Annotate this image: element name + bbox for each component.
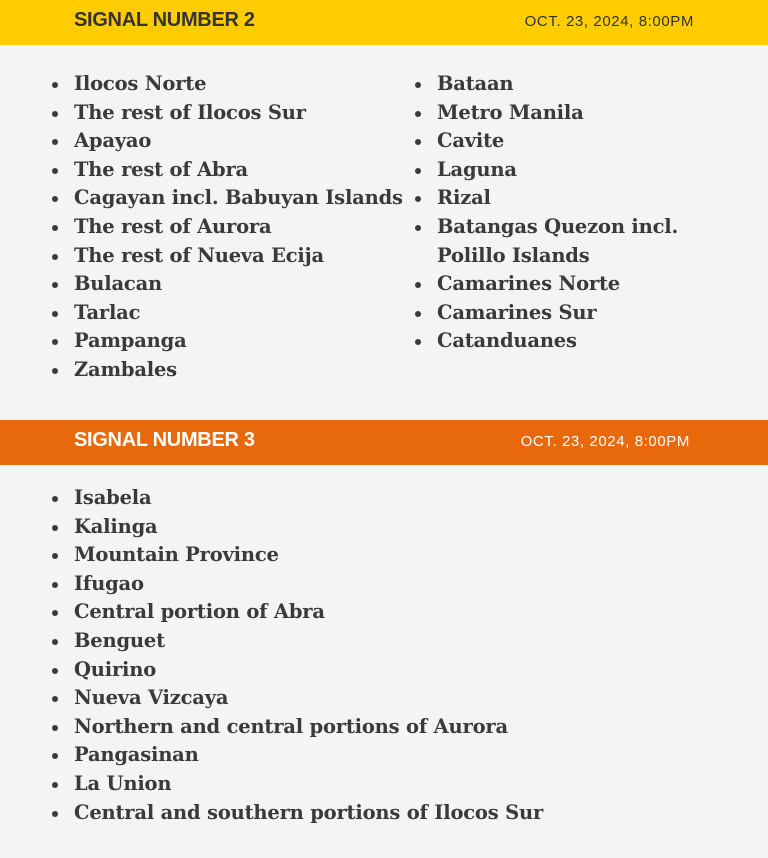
list-item: Bataan xyxy=(415,70,745,99)
list-item: Isabela xyxy=(52,484,543,513)
list-item: Tarlac xyxy=(52,299,403,328)
list-item: Ilocos Norte xyxy=(52,70,403,99)
signal-3-date: OCT. 23, 2024, 8:00PM xyxy=(520,433,690,450)
signal-2-header xyxy=(0,0,768,45)
list-item: Bulacan xyxy=(52,270,403,299)
list-item: The rest of Nueva Ecija xyxy=(52,242,403,271)
list-item: The rest of Ilocos Sur xyxy=(52,99,403,128)
list-item: Kalinga xyxy=(52,513,543,542)
list-item: Ifugao xyxy=(52,570,543,599)
list-item: Zambales xyxy=(52,356,403,385)
list-item: Laguna xyxy=(415,156,745,185)
list-item: Cavite xyxy=(415,127,745,156)
list-item: Mountain Province xyxy=(52,541,543,570)
list-item: Camarines Sur xyxy=(415,299,745,328)
list-item: Pampanga xyxy=(52,327,403,356)
list-item: Camarines Norte xyxy=(415,270,745,299)
list-item: Catanduanes xyxy=(415,327,745,356)
signal-3-list xyxy=(52,484,543,827)
list-item: Apayao xyxy=(52,127,403,156)
list-item: La Union xyxy=(52,770,543,799)
signal-2-list-col2 xyxy=(415,70,745,356)
signal-2-list-col1 xyxy=(52,70,403,385)
list-item: Quirino xyxy=(52,656,543,685)
list-item: Metro Manila xyxy=(415,99,745,128)
signal-2-date: OCT. 23, 2024, 8:00PM xyxy=(524,13,694,30)
list-item: The rest of Aurora xyxy=(52,213,403,242)
list-item: Batangas Quezon incl. Polillo Islands xyxy=(415,213,745,270)
signal-3-title: SIGNAL NUMBER 3 xyxy=(74,429,255,451)
list-item: Benguet xyxy=(52,627,543,656)
list-item: The rest of Abra xyxy=(52,156,403,185)
list-item: Cagayan incl. Babuyan Islands xyxy=(52,184,403,213)
list-item: Rizal xyxy=(415,184,745,213)
list-item: Central and southern portions of Ilocos Sur xyxy=(52,799,543,828)
list-item: Pangasinan xyxy=(52,741,543,770)
signal-2-title: SIGNAL NUMBER 2 xyxy=(74,9,255,31)
list-item: Nueva Vizcaya xyxy=(52,684,543,713)
signal-3-header xyxy=(0,420,768,465)
list-item: Central portion of Abra xyxy=(52,598,543,627)
list-item: Northern and central portions of Aurora xyxy=(52,713,543,742)
